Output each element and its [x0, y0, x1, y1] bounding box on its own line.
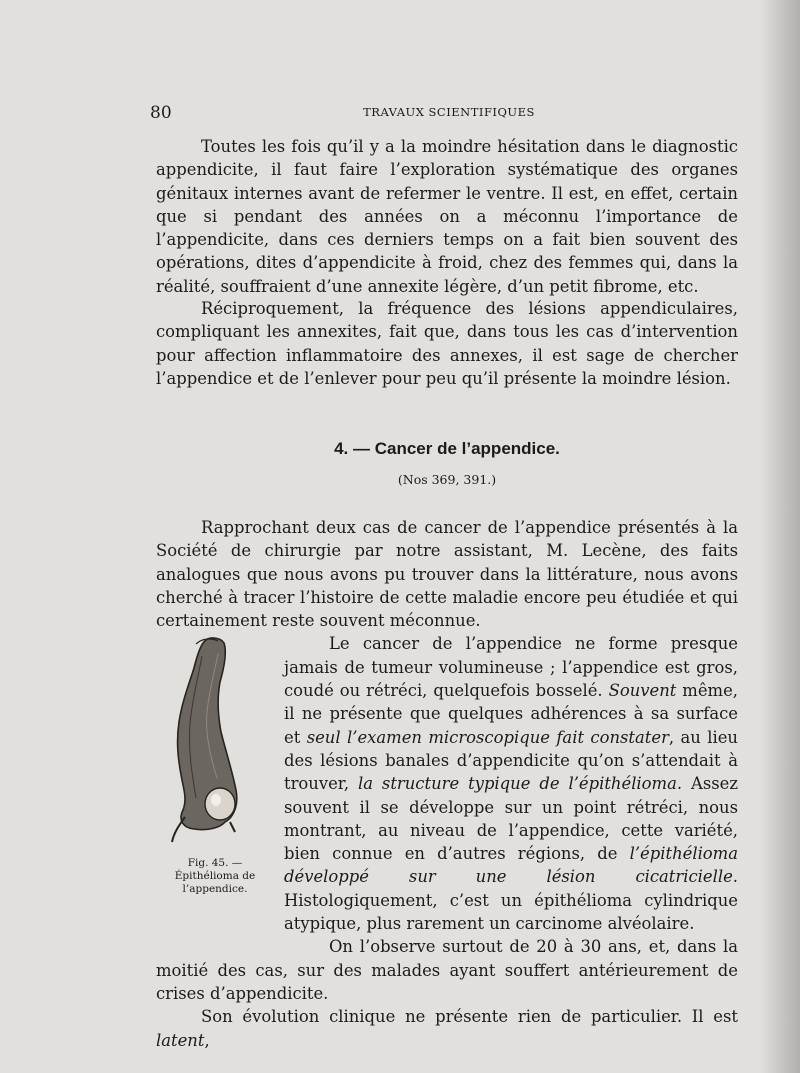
running-title: TRAVAUX SCIENTIFIQUES: [363, 105, 535, 119]
paragraph-cases: Rapprochant deux cas de cancer de l’appendice présentés à la Société de chirurgie par notre assistant, M. Lecène, des faits analogues que nous avons pu trouver dans la littérature, nous avons cherché à tracer l’histoire de cette maladie encore peu étudiée et qui certainement reste souvent méconnue.: [156, 518, 738, 631]
text-run: Son évolution clinique ne présente rien de particulier. Il est: [201, 1007, 738, 1027]
figure-caption: Fig. 45. — Épithélioma de l’appendice.: [174, 857, 256, 896]
section-heading: 4. — Cancer de l’appendice.: [334, 439, 560, 458]
page-number: 80: [150, 103, 172, 123]
text-run: même, il ne présente que quelques adhérences à sa surface et: [284, 681, 738, 747]
page-edge-shadow: [760, 0, 800, 1073]
text-run: Le cancer de l’appendice ne forme presque jamais de tumeur volumineuse ; l’appendice est gros, coudé ou rétréci, quelquefois bosselé.: [284, 634, 738, 701]
italic-run: la structure typique de l’épithélioma.: [357, 774, 683, 794]
paragraph-diagnostic: Toutes les fois qu’il y a la moindre hésitation dans le diagnostic appendicite, il faut faire l’exploration systématique des organes génitaux internes avant de refermer le ventre. Il est, en effet, certain que si pendant des années on a méconnu l’importance de l’appendicite, dans ces derniers temps on a fait bien souvent des opérations, dites d’appendicite à froid, chez des femmes qui, dans la réalité, souffraient d’une annexite légère, d’un petit fibrome, etc.: [156, 137, 738, 296]
figure: [156, 632, 274, 935]
italic-run: latent: [156, 1030, 205, 1050]
paragraph-evolution: [156, 1005, 738, 1052]
section-refs: (Nos 369, 391.): [397, 472, 497, 487]
section-body: [156, 516, 738, 1052]
paragraph-age: On l’observe surtout de 20 à 30 ans, et, dans la moitié des cas, sur des malades ayant souffert antérieurement de crises d’appendicite.: [156, 937, 738, 1003]
italic-run: l’épithélioma développé sur une lésion cicatricielle.: [284, 844, 738, 887]
appendix-illustration: [162, 632, 252, 847]
italic-run: Souvent: [608, 681, 677, 701]
paragraph-reciprocally: Réciproquement, la fréquence des lésions appendiculaires, compliquant les annexites, fait que, dans tous les cas d’intervention pour affection inflammatoire des annexes, il est sage de chercher l’appendice et de l’enlever pour peu qu’il présente la moindre lésion.: [156, 299, 738, 388]
page-header: [150, 103, 748, 123]
italic-run: seul l’examen microscopique fait constater: [306, 727, 669, 747]
text-run: Histologiquement, c’est un épithélioma cylindrique atypique, plus rarement un carcinome alvéolaire.: [284, 890, 738, 934]
text-run: , au lieu des lésions banales d’appendicite qu’on s’attendait à trouver,: [284, 727, 738, 794]
text-run: Assez souvent il se développe sur un point rétréci, nous montrant, au niveau de l’appendice, cette variété, bien connue en d’autres régions, de: [284, 774, 738, 864]
text-run: ,: [204, 1030, 210, 1050]
